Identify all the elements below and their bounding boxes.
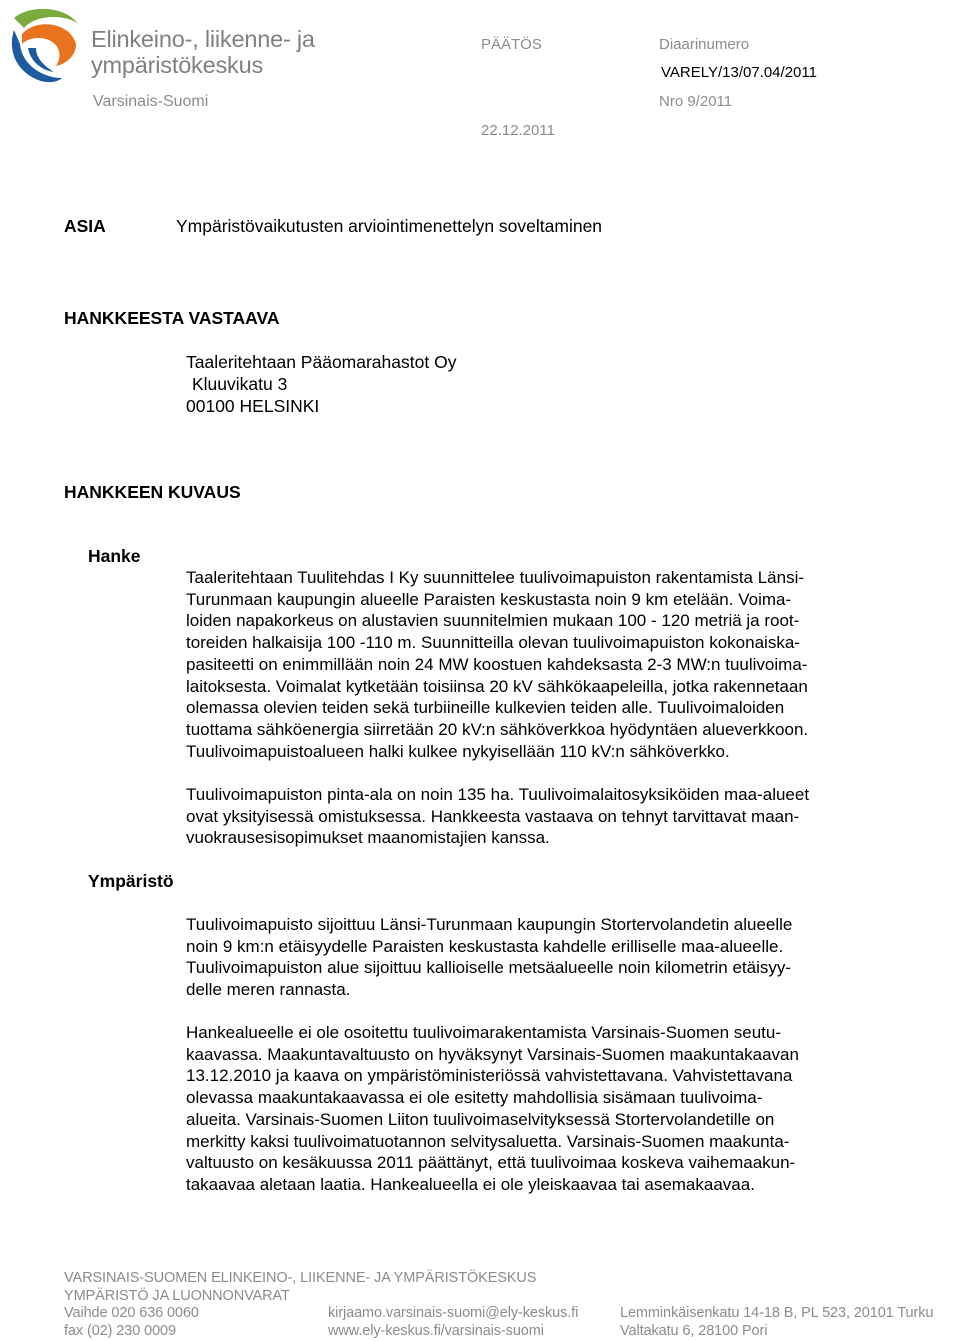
ymparisto-paragraph-2: Hankealueelle ei ole osoitettu tuulivoimarakentamista Varsinais-Suomen seutu- kaavassa. Maakuntavaltuusto on hyväksynyt Varsinais-Suomen maakuntakaavan 13.12.2010 ja kaava on ympäristöministeriössä vahvistettavana. Vahvistettavana olevassa maakuntakaavassa ei ole esitetty mahdollisia sisämaan tuulivoima- alueita. Varsinais-Suomen Liiton tuulivoimaselvityksessä Stortervolandetille on merkitty kaksi tuulivoimatuotannon selvitysaluetta. Varsinais-Suomen maakunta- valtuusto on kesäkuussa 2011 päättänyt, että tuulivoimaa koskeva vaihemaakun- takaavaa aletaan laatia. Hankealueella ei ole yleiskaavaa tai asemakaavaa.	[186, 1023, 799, 1194]
ymparisto-paragraph-1: Tuulivoimapuisto sijoittuu Länsi-Turunmaan kaupungin Stortervolandetin alueelle noin 9 km:n etäisyydelle Paraisten keskustasta kahdelle erilliselle maa-alueelle. Tuulivoimapuiston alue sijoittuu kallioiselle metsäalueelle noin kilometrin etäisyy- delle meren rannasta.	[186, 915, 793, 1000]
decision-date: 22.12.2011	[481, 122, 555, 139]
footer-address-turku: Lemminkäisenkatu 14-18 B, PL 523, 20101 Turku	[620, 1305, 934, 1321]
hanke-label: Hanke	[88, 546, 141, 566]
footer-email: kirjaamo.varsinais-suomi@ely-keskus.fi	[328, 1305, 579, 1321]
asia-label: ASIA	[64, 216, 106, 236]
diary-number: VARELY/13/07.04/2011	[661, 64, 817, 81]
hankkeen-kuvaus-heading: HANKKEEN KUVAUS	[64, 482, 241, 502]
footer-phone: Vaihde 020 636 0060	[64, 1305, 199, 1321]
ymparisto-label: Ympäristö	[88, 871, 174, 891]
org-name-line1: Elinkeino-, liikenne- ja	[91, 26, 315, 52]
hanke-paragraph-2: Tuulivoimapuiston pinta-ala on noin 135 ha. Tuulivoimalaitosyksiköiden maa-alueet ovat yksityisessä omistuksessa. Hankkeesta vastaava on tehnyt tarvittavat maan- vuokrausesisopimukset maanomistajien kanssa.	[186, 785, 810, 848]
footer-address-pori: Valtakatu 6, 28100 Pori	[620, 1323, 768, 1339]
footer-unit: YMPÄRISTÖ JA LUONNONVARAT	[64, 1288, 290, 1304]
decision-number: Nro 9/2011	[659, 93, 733, 110]
doc-type: PÄÄTÖS	[481, 36, 542, 53]
asia-text: Ympäristövaikutusten arviointimenettelyn soveltaminen	[176, 216, 603, 236]
postal-city: 00100 HELSINKI	[186, 396, 320, 416]
org-name-line2: ympäristökeskus	[91, 52, 263, 78]
footer-fax: fax (02) 230 0009	[64, 1323, 176, 1339]
hankkeesta-vastaava-heading: HANKKEESTA VASTAAVA	[64, 308, 280, 328]
project-owner-address	[186, 351, 456, 417]
footer-website: www.ely-keskus.fi/varsinais-suomi	[328, 1323, 544, 1339]
footer-org-name: VARSINAIS-SUOMEN ELINKEINO-, LIIKENNE- JA YMPÄRISTÖKESKUS	[64, 1270, 537, 1286]
street-address: Kluuvikatu 3	[192, 374, 288, 394]
logo-orange-leaf	[22, 24, 76, 66]
hanke-paragraph-1: Taaleritehtaan Tuulitehdas I Ky suunnittelee tuulivoimapuiston rakentamista Länsi- Turunmaan kaupungin alueelle Paraisten keskustasta noin 9 km etelään. Voima- loiden napakorkeus on alustavien suunnitelmien mukaan 100 - 120 metriä ja root- toreiden halkaisija 100 -110 m. Suunnitteilla olevan tuulivoimapuiston kokonaiska- pasiteetti on enimmillään noin 24 MW koostuen kahdeksasta 2-3 MW:n tuulivoima- laitoksesta. Voimalat kytketään toisiinsa 20 kV sähkökaapeleilla, jotka rakennetaan olemassa olevien teiden sekä turbiineille kulkevien teiden alle. Tuulivoimaloiden tuottama sähköenergia siirretään 20 kV:n sähköverkkoa hyödyntäen alueverkkoon. Tuulivoimapuistoalueen halki kulkee nykyisellään 110 kV:n sähköverkko.	[186, 568, 809, 761]
org-name	[91, 26, 315, 78]
diary-label: Diaarinumero	[659, 36, 750, 53]
company-name: Taaleritehtaan Pääomarahastot Oy	[186, 352, 457, 372]
region: Varsinais-Suomi	[93, 93, 209, 110]
ely-keskus-logo	[8, 4, 82, 84]
